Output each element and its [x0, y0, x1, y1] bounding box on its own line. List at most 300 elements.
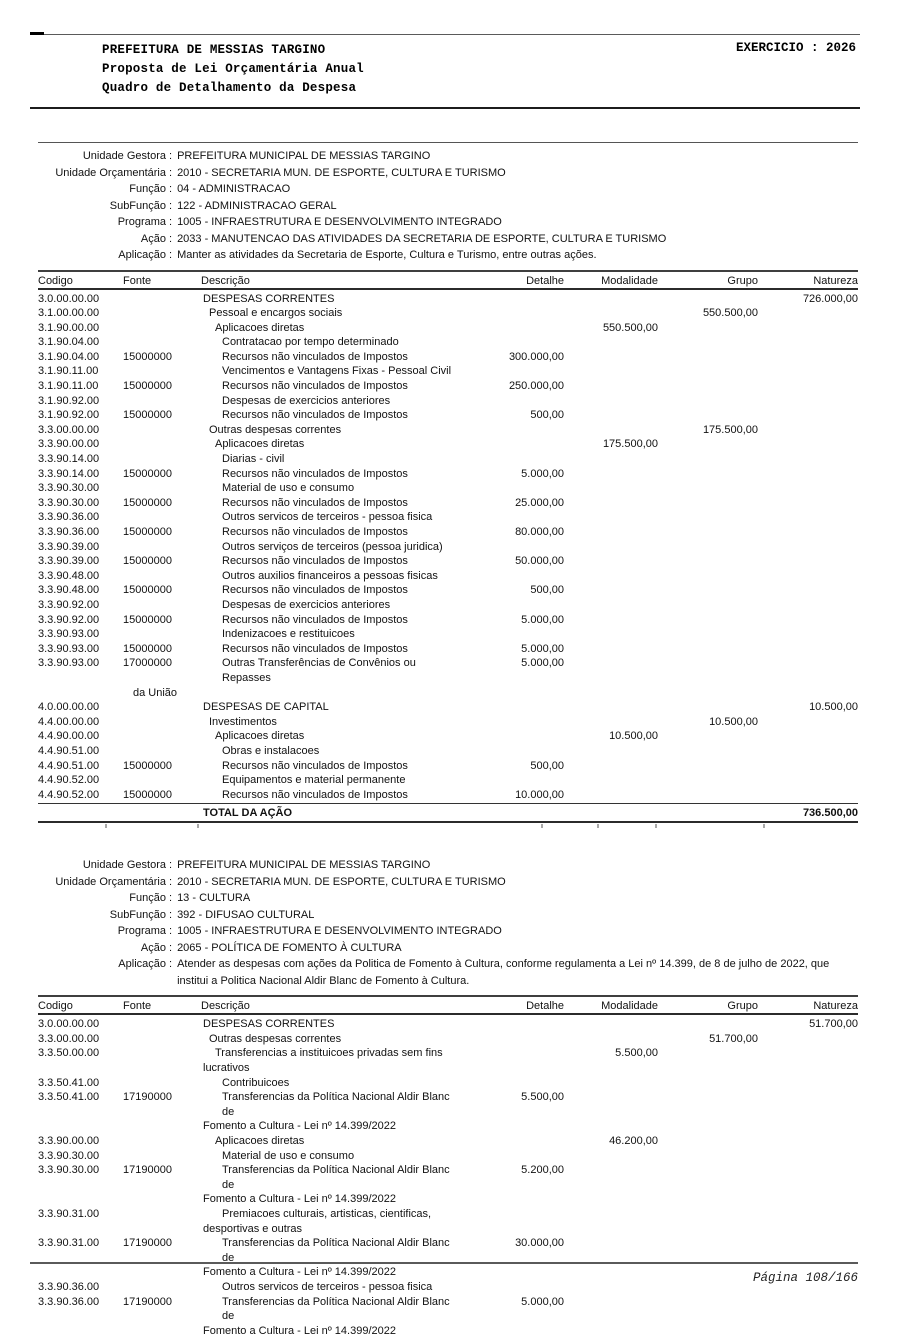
- cell-grupo: [658, 627, 758, 642]
- cell-codigo: 4.4.90.51.00: [38, 744, 100, 757]
- cell-modalidade: [564, 569, 658, 584]
- table-row-line: [38, 1032, 858, 1047]
- cell-descricao: Vencimentos e Vantagens Fixas - Pessoal Civil: [222, 365, 452, 378]
- cell-fonte: 15000000: [123, 496, 172, 509]
- cell-codigo: 3.1.90.92.00: [38, 394, 100, 407]
- cell-fonte: 17190000: [123, 1164, 172, 1177]
- table-row: [38, 1163, 858, 1207]
- total-label: TOTAL DA AÇÃO: [203, 807, 293, 820]
- cell-detalhe: [454, 452, 564, 467]
- cell-descricao: Transferencias da Política Nacional Aldir Blanc de: [222, 1091, 450, 1118]
- cell-fonte: 17190000: [123, 1091, 172, 1104]
- cell-natureza: [758, 1163, 858, 1192]
- cell-descricao: Despesas de exercicios anteriores: [222, 394, 391, 407]
- col-detalhe: Detalhe: [526, 274, 564, 287]
- table-row: [38, 1017, 858, 1032]
- table-row-line: [38, 292, 858, 307]
- cell-codigo: 3.3.90.48.00: [38, 569, 100, 582]
- cell-natureza: [758, 627, 858, 642]
- cell-codigo: 4.4.90.52.00: [38, 788, 100, 801]
- cell-codigo: 3.3.00.00.00: [38, 1032, 100, 1045]
- cell-grupo: [658, 569, 758, 584]
- cell-fonte: 15000000: [123, 759, 172, 772]
- cell-detalhe: 250.000,00: [508, 380, 564, 393]
- cell-detalhe: [454, 700, 564, 715]
- cell-modalidade: [564, 1163, 658, 1192]
- cell-fonte: [123, 729, 201, 744]
- cell-natureza: [758, 379, 858, 394]
- cell-descricao: Recursos não vinculados de Impostos: [222, 613, 408, 626]
- table-row: [38, 364, 858, 379]
- cell-natureza: 10.500,00: [809, 701, 858, 714]
- section-info-block: [38, 143, 858, 264]
- table-header-row: [38, 995, 858, 1015]
- table-row-line: [38, 773, 858, 788]
- cell-natureza: [758, 1134, 858, 1149]
- cell-natureza: [758, 744, 858, 759]
- cell-fonte: 15000000: [123, 555, 172, 568]
- table-row: [38, 379, 858, 394]
- cell-natureza: [758, 423, 858, 438]
- cell-modalidade: 175.500,00: [602, 438, 658, 451]
- cell-fonte: [123, 1149, 201, 1164]
- cell-detalhe: 25.000,00: [515, 496, 564, 509]
- info-line: [38, 940, 858, 957]
- cell-detalhe: [454, 715, 564, 730]
- table-row-line: [38, 613, 858, 628]
- cell-grupo: [658, 613, 758, 628]
- cell-codigo: 3.3.00.00.00: [38, 423, 100, 436]
- table-row-line: [38, 1295, 858, 1324]
- info-value: Atender as despesas com ações da Politica de Fomento à Cultura, conforme regulamenta a Lei nº 14.399, de 8 de julho de 2022, que institui a Politica Nacional Aldir Blanc de Fomento à Cultura.: [177, 958, 830, 987]
- cell-grupo: [658, 408, 758, 423]
- cell-descricao: Outras despesas correntes: [209, 1032, 342, 1045]
- table-row: [38, 525, 858, 540]
- info-line: [38, 247, 858, 264]
- cell-descricao: Outros servicos de terceiros - pessoa fisica: [222, 511, 433, 524]
- col-natureza: Natureza: [813, 1000, 858, 1013]
- table-row-line: [38, 525, 858, 540]
- cell-modalidade: [564, 715, 658, 730]
- cell-modalidade: [564, 423, 658, 438]
- cell-natureza: [758, 1295, 858, 1324]
- cell-descricao: Outros auxilios financeiros a pessoas fisicas: [222, 569, 438, 582]
- cell-fonte: [123, 437, 201, 452]
- cell-descricao: DESPESAS DE CAPITAL: [203, 701, 329, 714]
- cell-grupo: [658, 321, 758, 336]
- cell-fonte: 15000000: [123, 380, 172, 393]
- table-row-line: [38, 350, 858, 365]
- cell-modalidade: [564, 408, 658, 423]
- cell-grupo: [658, 364, 758, 379]
- table-row-line: [38, 510, 858, 525]
- cell-natureza: [758, 598, 858, 613]
- table-row: [38, 394, 858, 409]
- info-colon: :: [169, 150, 173, 162]
- info-value: 2010 - SECRETARIA MUN. DE ESPORTE, CULTURA E TURISMO: [177, 166, 506, 179]
- cell-codigo: 3.3.90.93.00: [38, 628, 100, 641]
- total-spacer: [454, 804, 564, 821]
- cell-grupo: [658, 773, 758, 788]
- cell-detalhe: [454, 437, 564, 452]
- info-label: Unidade Orçamentária: [55, 875, 166, 888]
- cell-codigo: 3.3.90.93.00: [38, 657, 100, 670]
- info-label: Função: [129, 892, 166, 905]
- cell-grupo: [658, 642, 758, 657]
- cell-grupo: 175.500,00: [702, 423, 758, 436]
- table-row: [38, 437, 858, 452]
- info-colon: :: [169, 958, 173, 971]
- section-info-block: [38, 852, 858, 989]
- cell-natureza: [758, 408, 858, 423]
- table-row: [38, 1207, 858, 1236]
- cell-codigo: 3.3.90.48.00: [38, 584, 100, 597]
- cell-natureza: [758, 452, 858, 467]
- table-row-line: [38, 700, 858, 715]
- cell-descricao-wrap: Fomento a Cultura - Lei nº 14.399/2022: [203, 1266, 396, 1279]
- cell-descricao: Recursos não vinculados de Impostos: [222, 526, 408, 538]
- cell-descricao-wrap: Fomento a Cultura - Lei nº 14.399/2022: [203, 1193, 396, 1206]
- cell-descricao: Recursos não vinculados de Impostos: [222, 380, 408, 393]
- cell-fonte: 15000000: [123, 642, 172, 655]
- cell-fonte: [123, 715, 201, 730]
- total-row: [38, 803, 858, 823]
- table-row-line: [38, 335, 858, 350]
- table-row: [38, 292, 858, 307]
- cell-natureza: 726.000,00: [802, 292, 858, 305]
- table-row: [38, 759, 858, 774]
- cell-descricao-wrap: Fomento a Cultura - Lei nº 14.399/2022: [203, 1120, 396, 1133]
- cell-descricao: Recursos não vinculados de Impostos: [222, 788, 408, 801]
- table-row-line: [38, 540, 858, 555]
- cell-modalidade: [564, 627, 658, 642]
- org-title: PREFEITURA DE MESSIAS TARGINO: [102, 43, 326, 57]
- budget-section-1: [38, 143, 858, 828]
- cell-modalidade: [564, 481, 658, 496]
- table-row-line: [38, 452, 858, 467]
- table-row-line: [38, 1076, 858, 1091]
- page-header: [30, 34, 860, 109]
- cell-descricao: Diarias - civil: [222, 453, 285, 466]
- cell-descricao: Aplicacoes diretas: [215, 1135, 305, 1148]
- cell-modalidade: [564, 540, 658, 555]
- cell-detalhe: 50.000,00: [515, 555, 564, 568]
- total-spacer: [564, 804, 658, 821]
- cell-modalidade: [564, 583, 658, 598]
- cell-modalidade: [564, 554, 658, 569]
- cell-fonte: [123, 452, 201, 467]
- cell-grupo: 51.700,00: [709, 1032, 758, 1045]
- info-colon: :: [169, 249, 173, 261]
- info-label: Aplicação: [118, 249, 166, 261]
- info-colon: :: [169, 925, 173, 938]
- document-page: [0, 34, 900, 1337]
- cell-detalhe: 5.000,00: [521, 613, 564, 626]
- cell-modalidade: [564, 452, 658, 467]
- cell-natureza: [758, 481, 858, 496]
- info-label: Unidade Gestora: [82, 859, 166, 872]
- cell-descricao: Recursos não vinculados de Impostos: [222, 467, 408, 480]
- table-row: [38, 452, 858, 467]
- cell-grupo: [658, 379, 758, 394]
- table-row-line: [38, 423, 858, 438]
- cell-codigo: 3.1.90.04.00: [38, 350, 100, 363]
- tick-mark: [655, 824, 657, 828]
- exercise-label: EXERCICIO : 2026: [735, 41, 856, 55]
- cell-modalidade: [564, 773, 658, 788]
- cell-descricao: Aplicacoes diretas: [215, 438, 305, 451]
- table-row: [38, 1090, 858, 1134]
- cell-descricao: Pessoal e encargos sociais: [209, 307, 343, 320]
- cell-codigo: 3.3.90.92.00: [38, 613, 100, 626]
- info-colon: :: [169, 859, 173, 872]
- col-descricao: Descrição: [201, 274, 250, 287]
- cell-fonte: [123, 1134, 201, 1149]
- cell-fonte: [123, 569, 201, 584]
- cell-detalhe: 30.000,00: [515, 1237, 564, 1250]
- cell-codigo: 3.3.50.00.00: [38, 1047, 100, 1060]
- cell-grupo: [658, 1149, 758, 1164]
- cell-natureza: [758, 1076, 858, 1091]
- cell-modalidade: 550.500,00: [602, 321, 658, 334]
- cell-natureza: [758, 554, 858, 569]
- cell-modalidade: [564, 1149, 658, 1164]
- cell-detalhe: 300.000,00: [508, 350, 564, 363]
- cell-detalhe: [454, 598, 564, 613]
- table-row: [38, 1032, 858, 1047]
- cell-modalidade: [564, 350, 658, 365]
- cell-fonte: [123, 700, 201, 715]
- cell-codigo: 4.4.90.51.00: [38, 759, 100, 772]
- cell-modalidade: [564, 744, 658, 759]
- cell-modalidade: [564, 1090, 658, 1119]
- info-value: PREFEITURA MUNICIPAL DE MESSIAS TARGINO: [177, 150, 431, 162]
- cell-modalidade: [564, 335, 658, 350]
- cell-modalidade: [564, 613, 658, 628]
- cell-descricao: Obras e instalacoes: [222, 744, 320, 757]
- cell-detalhe: [454, 481, 564, 496]
- cell-descricao-wrap: desportivas e outras: [203, 1222, 303, 1235]
- cell-fonte: 15000000: [123, 467, 172, 480]
- info-label: SubFunção: [109, 199, 166, 212]
- cell-grupo: [658, 335, 758, 350]
- table-row-line: [38, 744, 858, 759]
- cell-codigo: 3.1.00.00.00: [38, 307, 100, 320]
- info-value: PREFEITURA MUNICIPAL DE MESSIAS TARGINO: [177, 859, 431, 872]
- cell-fonte: [123, 1032, 201, 1047]
- table-row-line: [38, 1163, 858, 1192]
- info-line: [38, 231, 858, 248]
- cell-descricao-wrap: da União: [133, 686, 178, 699]
- info-label: Unidade Gestora: [82, 150, 166, 162]
- doc-title: Quadro de Detalhamento da Despesa: [102, 81, 357, 95]
- table-row-line: [38, 496, 858, 511]
- cell-modalidade: [564, 642, 658, 657]
- cell-detalhe: [454, 292, 564, 307]
- table-row-line: [38, 321, 858, 336]
- col-fonte: Fonte: [123, 274, 152, 287]
- cell-grupo: [658, 583, 758, 598]
- info-label: Aplicação: [118, 958, 166, 971]
- cell-fonte: [123, 540, 201, 555]
- info-line: [38, 857, 858, 874]
- info-value: 2065 - POLÍTICA DE FOMENTO À CULTURA: [177, 941, 402, 954]
- cell-detalhe: [454, 1134, 564, 1149]
- info-line: [38, 874, 858, 891]
- cell-codigo: 3.3.90.31.00: [38, 1237, 100, 1250]
- cell-descricao: Recursos não vinculados de Impostos: [222, 409, 408, 422]
- cell-codigo: 3.1.90.04.00: [38, 336, 100, 349]
- total-spacer: [123, 804, 201, 821]
- cell-modalidade: [564, 525, 658, 540]
- cell-fonte: [123, 1076, 201, 1091]
- cell-codigo: 3.3.90.36.00: [38, 1295, 100, 1308]
- cell-grupo: [658, 394, 758, 409]
- cell-grupo: [658, 540, 758, 555]
- cell-descricao: Aplicacoes diretas: [215, 730, 305, 743]
- cell-codigo: 3.1.90.11.00: [38, 365, 99, 378]
- table-row: [38, 1134, 858, 1149]
- table-row: [38, 1076, 858, 1091]
- cell-grupo: [658, 788, 758, 803]
- cell-detalhe: 5.000,00: [521, 1295, 564, 1308]
- cell-codigo: 4.0.00.00.00: [38, 701, 100, 714]
- cell-fonte: 17190000: [123, 1237, 172, 1250]
- table-row-line: [38, 1207, 858, 1222]
- info-line: [38, 148, 858, 165]
- cell-codigo: 3.3.90.39.00: [38, 540, 100, 553]
- cell-codigo: 3.1.90.92.00: [38, 409, 100, 422]
- cell-codigo: 3.3.50.41.00: [38, 1076, 100, 1089]
- cell-natureza: [758, 306, 858, 321]
- info-colon: :: [169, 875, 173, 888]
- cell-codigo: 3.0.00.00.00: [38, 1018, 100, 1031]
- cell-fonte: 15000000: [123, 409, 172, 422]
- cell-detalhe: [454, 364, 564, 379]
- cell-grupo: [658, 1090, 758, 1119]
- col-grupo: Grupo: [727, 1000, 758, 1013]
- table-row: [38, 554, 858, 569]
- cell-natureza: [758, 1090, 858, 1119]
- cell-grupo: [658, 729, 758, 744]
- cell-detalhe: [454, 540, 564, 555]
- table-header-row: [38, 270, 858, 290]
- col-descricao: Descrição: [201, 1000, 250, 1013]
- cell-natureza: [758, 1149, 858, 1164]
- info-colon: :: [169, 199, 173, 212]
- cell-codigo: 3.1.90.11.00: [38, 380, 99, 393]
- cell-grupo: [658, 1207, 758, 1222]
- cell-natureza: [758, 496, 858, 511]
- table-row: [38, 642, 858, 657]
- table-row: [38, 788, 858, 803]
- cell-natureza: [758, 1207, 858, 1222]
- cell-codigo: 3.3.90.36.00: [38, 1280, 100, 1293]
- table-row: [38, 1046, 858, 1075]
- cell-modalidade: [564, 700, 658, 715]
- page-number: Página 108/166: [752, 1271, 858, 1285]
- table-row-line: [38, 788, 858, 803]
- cell-detalhe: [454, 394, 564, 409]
- cell-grupo: [658, 598, 758, 613]
- cell-codigo: 4.4.90.52.00: [38, 774, 100, 787]
- cell-codigo: 3.3.90.00.00: [38, 1135, 100, 1148]
- cell-fonte: [123, 1207, 201, 1222]
- cell-descricao: Transferencias da Política Nacional Aldir Blanc de: [222, 1295, 450, 1323]
- cell-grupo: [658, 656, 758, 685]
- table-row: [38, 744, 858, 759]
- cell-fonte: [123, 306, 201, 321]
- cell-descricao: Premiacoes culturais, artisticas, cientificas,: [222, 1208, 432, 1220]
- cell-natureza: [758, 788, 858, 803]
- cell-codigo: 3.3.90.30.00: [38, 1164, 100, 1177]
- table-row-line: [38, 437, 858, 452]
- cell-modalidade: [564, 1017, 658, 1032]
- table-row: [38, 715, 858, 730]
- cell-codigo: 3.3.90.39.00: [38, 555, 100, 568]
- table-row-line: [38, 715, 858, 730]
- cell-fonte: [123, 744, 201, 759]
- cell-fonte: 15000000: [123, 350, 172, 363]
- info-colon: :: [169, 166, 173, 179]
- cell-descricao: Equipamentos e material permanente: [222, 774, 406, 787]
- cell-fonte: [123, 598, 201, 613]
- page-footer: [30, 1262, 858, 1285]
- info-line: [38, 923, 858, 940]
- cell-natureza: [758, 321, 858, 336]
- col-codigo: Codigo: [38, 1000, 73, 1013]
- cell-descricao: Despesas de exercicios anteriores: [222, 598, 391, 611]
- cell-codigo: 3.0.00.00.00: [38, 292, 100, 305]
- table-row-line: [38, 394, 858, 409]
- cell-natureza: [758, 583, 858, 598]
- cell-modalidade: 46.200,00: [609, 1135, 658, 1148]
- info-value: 122 - ADMINISTRACAO GERAL: [177, 199, 337, 212]
- cell-codigo: 3.3.90.36.00: [38, 526, 100, 538]
- cell-grupo: [658, 744, 758, 759]
- cell-descricao: Recursos não vinculados de Impostos: [222, 642, 408, 655]
- cell-modalidade: [564, 1076, 658, 1091]
- table-row-line: [38, 569, 858, 584]
- cell-descricao: Recursos não vinculados de Impostos: [222, 584, 408, 597]
- cell-natureza: [758, 437, 858, 452]
- cell-codigo: 3.3.90.00.00: [38, 438, 100, 451]
- cell-fonte: [123, 481, 201, 496]
- table-row-line: [38, 1134, 858, 1149]
- cell-modalidade: [564, 364, 658, 379]
- cell-modalidade: [564, 496, 658, 511]
- cell-grupo: [658, 496, 758, 511]
- cell-codigo: 3.1.90.00.00: [38, 321, 100, 334]
- cell-grupo: [658, 1076, 758, 1091]
- cell-grupo: [658, 1017, 758, 1032]
- cell-detalhe: [454, 1149, 564, 1164]
- cell-grupo: [658, 481, 758, 496]
- info-colon: :: [169, 892, 173, 905]
- info-value: 04 - ADMINISTRACAO: [177, 183, 291, 195]
- cell-fonte: [123, 292, 201, 307]
- info-colon: :: [169, 216, 173, 228]
- cell-detalhe: [454, 1046, 564, 1061]
- cell-detalhe: [454, 744, 564, 759]
- table-row-line: [38, 656, 858, 685]
- table-row-line: [38, 759, 858, 774]
- expense-table: [38, 270, 858, 829]
- info-value: 392 - DIFUSAO CULTURAL: [177, 908, 315, 921]
- cell-grupo: [658, 554, 758, 569]
- cell-descricao: Contratacao por tempo determinado: [222, 336, 399, 349]
- cell-descricao: Recursos não vinculados de Impostos: [222, 350, 408, 363]
